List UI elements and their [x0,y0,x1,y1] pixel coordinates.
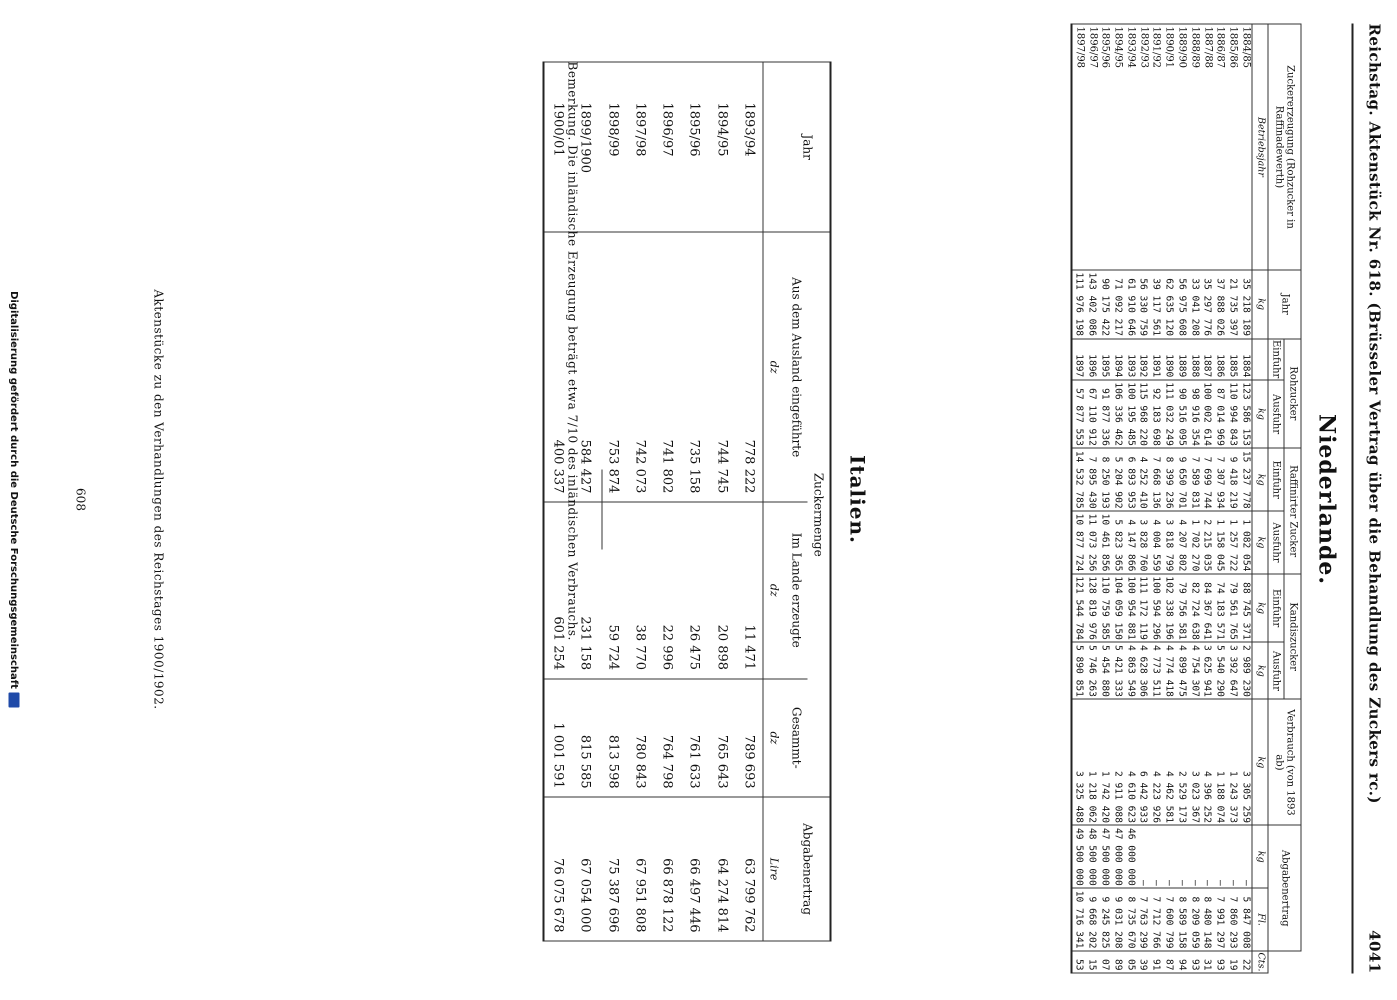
table-cell: 1 218 062 [1085,699,1098,825]
table-cell: 2 529 173 [1175,699,1188,825]
niederlande-row [1226,24,1239,973]
unit-cell: kg [1252,448,1268,511]
table-cell: 5 421 333 [1111,642,1124,699]
table-cell: 66 497 446 [681,797,708,941]
table-cell: 1893/94 [1124,24,1137,270]
table-cell: 1890/91 [1162,24,1175,270]
table-cell: 8 735 670 [1124,888,1137,951]
table-cell: 75 387 696 [599,797,626,941]
table-cell: 9 031 208 [1111,888,1124,951]
niederlande-row [1149,24,1162,973]
table-cell: 4 754 307 [1188,642,1201,699]
unit-cell: kg [1252,574,1268,643]
unit-cell: dz [763,679,785,798]
table-cell: 7 668 136 [1149,448,1162,511]
col-raff-ausfuhr: Ausfuhr [1268,511,1285,574]
col-kand-ausfuhr: Ausfuhr [1268,642,1285,699]
table-cell: 121 544 784 [1071,574,1085,643]
table-cell: 94 [1175,951,1188,973]
table-cell: 33 041 208 [1188,270,1201,339]
table-cell: 6 442 933 [1136,699,1149,825]
table-cell: 1891/92 [1149,24,1162,270]
col-abgabenertrag: Abgabenertrag [1268,825,1301,951]
col-raffinirter-zucker: Raffinirter Zucker [1285,448,1302,574]
table-cell: 4 004 559 [1149,511,1162,574]
table-cell: — [1213,825,1226,888]
table-cell: 4 207 802 [1175,511,1188,574]
table-cell: 90 516 095 [1175,380,1188,449]
table-cell: 4 628 306 [1136,642,1149,699]
table-cell: 1886 [1213,339,1226,380]
table-cell: 91 [1149,951,1162,973]
niederlande-table [1070,24,1301,974]
table-cell: 56 975 608 [1175,270,1188,339]
table-cell: 601 254 [543,502,571,679]
niederlande-row [1162,24,1175,973]
italien-row [599,62,626,941]
unit-cell [763,62,785,232]
table-cell: 3 325 488 [1071,699,1085,825]
italien-row [681,62,708,941]
table-cell: 5 454 880 [1098,642,1111,699]
table-cell: 111 172 119 [1136,574,1149,643]
table-cell: 5 204 902 [1111,448,1124,511]
unit-betriebsjahr: Betriebsjahr [1252,24,1268,270]
table-cell: 79 561 765 [1226,574,1239,643]
table-cell: 8 399 236 [1162,448,1175,511]
table-cell: 100 195 485 [1124,380,1137,449]
table-cell: 1 082 054 [1239,511,1252,574]
table-cell: 1894/95 [1111,24,1124,270]
niederlande-row [1175,24,1188,973]
col-zuckermenge: Zuckermenge [807,232,830,797]
table-cell: 9 418 219 [1226,448,1239,511]
italien-table [542,62,831,942]
section-title-italien: Italien. [845,455,870,544]
niederlande-row [1085,24,1098,973]
table-cell: 735 158 [681,232,708,502]
table-cell: 128 819 976 [1085,574,1098,643]
table-cell: 8 480 148 [1200,888,1213,951]
col-rohzucker: Rohzucker [1285,339,1302,449]
table-cell: 8 589 158 [1175,888,1188,951]
table-cell: 1 702 270 [1188,511,1201,574]
italien-row [735,62,763,941]
table-cell: 1900/01 [543,62,571,232]
table-cell: 744 745 [708,232,735,502]
table-cell: 4 396 252 [1200,699,1213,825]
col-raff-einfuhr: Einfuhr [1268,448,1285,511]
table-cell: 9 650 701 [1175,448,1188,511]
table-cell: 110 759 585 [1098,574,1111,643]
table-cell: 778 222 [735,232,763,502]
table-cell: 1884/85 [1239,24,1252,270]
table-cell: 4 899 475 [1175,642,1188,699]
table-cell: — [1200,825,1213,888]
table-cell: 5 847 008 [1239,888,1252,951]
table-cell: 780 843 [626,679,653,798]
table-cell: 11 073 256 [1085,511,1098,574]
table-cell: 5 540 290 [1213,642,1226,699]
digitization-note [8,0,20,1000]
table-cell: 1887/88 [1200,24,1213,270]
italien-row [626,62,653,941]
table-cell: 1896/97 [1085,24,1098,270]
table-cell: 39 117 561 [1149,270,1162,339]
table-cell: 7 307 934 [1213,448,1226,511]
header-rule [1352,24,1354,974]
table-cell: 1897/98 [1071,24,1085,270]
table-cell: 3 023 367 [1188,699,1201,825]
table-cell: 26 475 [681,502,708,679]
table-cell: 53 [1071,951,1085,973]
table-cell: 143 402 086 [1085,270,1098,339]
table-cell: 1892 [1136,339,1149,380]
header-title: Reichstag. Aktenstück Nr. 618. (Brüsseler Vertrag über die Behandlung des Zuckers rc.) [1365,23,1384,804]
col-gesammt: Gesammt- [785,679,807,798]
table-cell: 87 014 969 [1213,380,1226,449]
table-cell: 7 712 766 [1149,888,1162,951]
table-cell: 789 693 [735,679,763,798]
table-cell: 111 032 249 [1162,380,1175,449]
table-cell: 1 001 591 [543,679,571,798]
divider [602,470,603,550]
table-cell: 59 724 [599,502,626,679]
table-cell: 47 000 000 [1111,825,1124,888]
table-cell: 761 633 [681,679,708,798]
table-cell: 7 991 297 [1213,888,1226,951]
table-cell: — [1188,825,1201,888]
table-cell: 7 895 430 [1085,448,1098,511]
header-page-number: 4041 [1365,930,1384,974]
table-cell: 1899/1900 [571,62,598,232]
unit-cell: kg [1252,642,1268,699]
niederlande-row [1071,24,1085,973]
table-cell: 8 209 059 [1188,888,1201,951]
table-cell: 1888/89 [1188,24,1201,270]
table-cell: 88 745 371 [1239,574,1252,643]
table-cell: 1897/98 [626,62,653,232]
table-cell: 82 724 638 [1188,574,1201,643]
table-cell: 1893 [1124,339,1137,380]
table-cell: 90 175 422 [1098,270,1111,339]
table-cell: 31 [1200,951,1213,973]
table-cell: 753 874 [599,232,626,502]
table-cell: 3 305 259 [1239,699,1252,825]
table-cell: 61 910 646 [1124,270,1137,339]
table-cell: 7 589 831 [1188,448,1201,511]
table-cell: 38 770 [626,502,653,679]
table-cell: 5 823 365 [1111,511,1124,574]
table-cell: 815 585 [571,679,598,798]
table-cell: 9 668 202 [1085,888,1098,951]
table-cell: 46 000 000 [1124,825,1137,888]
table-cell: 48 500 000 [1085,825,1098,888]
table-cell: — [1162,825,1175,888]
table-cell: 1 257 722 [1226,511,1239,574]
table-cell: 93 [1213,951,1226,973]
table-cell: 93 [1188,951,1201,973]
table-cell: 123 586 153 [1239,380,1252,449]
table-cell: 37 888 026 [1213,270,1226,339]
remark: Bemerkung. Die inländische Erzeugung beträgt etwa 7/10 des inländischen Verbrauchs. [565,61,580,641]
table-cell: 67 110 912 [1085,380,1098,449]
footer-page-number: 608 [73,488,88,511]
col-roh-einfuhr: Einfuhr [1268,339,1285,380]
col-kandiszucker: Kandiszucker [1285,574,1302,700]
table-cell: 7 699 744 [1200,448,1213,511]
table-cell: 400 337 [543,232,571,502]
table-cell: 1885/86 [1226,24,1239,270]
unit-cell: Cts. [1252,951,1268,973]
unit-cell: dz [763,502,785,679]
table-cell: 10 461 856 [1098,511,1111,574]
unit-cell: kg [1252,825,1268,888]
table-cell: 1895/96 [1098,24,1111,270]
table-cell: 4 223 926 [1149,699,1162,825]
niederlande-row [1239,24,1252,973]
table-cell: 1896 [1085,339,1098,380]
italien-row [708,62,735,941]
niederlande-table-body [1071,24,1252,973]
table-cell: 84 367 641 [1200,574,1213,643]
niederlande-row [1188,24,1201,973]
table-cell: 66 878 122 [653,797,680,941]
table-cell: 1895 [1098,339,1111,380]
table-cell: 1887 [1200,339,1213,380]
table-cell: 91 877 336 [1098,380,1111,449]
table-cell: 2 989 230 [1239,642,1252,699]
table-cell: 6 893 953 [1124,448,1137,511]
table-cell: 100 002 614 [1200,380,1213,449]
table-cell: 2 911 088 [1111,699,1124,825]
table-cell: 67 951 808 [626,797,653,941]
col-roh-ausfuhr: Ausfuhr [1268,380,1285,449]
unit-cell: Lire [763,797,785,941]
table-cell: 56 330 759 [1136,270,1149,339]
table-cell: 10 716 341 [1071,888,1085,951]
unit-cell: Fl. [1252,888,1268,951]
document-page [1,0,1397,1000]
table-cell: 05 [1124,951,1137,973]
unit-cell: kg [1252,511,1268,574]
table-cell: 115 968 220 [1136,380,1149,449]
table-cell: 1894/95 [708,62,735,232]
table-cell: 1898/99 [599,62,626,232]
col-zuckererzeugung: Zuckererzeugung (Rohzucker in Raffinadewerth) [1268,24,1301,270]
niederlande-row [1136,24,1149,973]
niederlande-row [1213,24,1226,973]
table-cell: 47 500 000 [1098,825,1111,888]
table-cell: 3 818 799 [1162,511,1175,574]
table-cell: 63 799 762 [735,797,763,941]
footer-source: Aktenstücke zu den Verhandlungen des Reichstages 1900/1902. [151,289,166,710]
table-cell: 1896/97 [653,62,680,232]
table-cell: 104 059 150 [1111,574,1124,643]
table-cell: 1886/87 [1213,24,1226,270]
table-cell: 98 916 354 [1188,380,1201,449]
table-cell: 74 183 571 [1213,574,1226,643]
table-cell: 1884 [1239,339,1252,380]
table-cell: 7 763 299 [1136,888,1149,951]
table-cell: 3 828 760 [1136,511,1149,574]
table-cell: 764 798 [653,679,680,798]
unit-cell: kg [1252,270,1268,339]
table-cell: 5 890 851 [1071,642,1085,699]
table-cell: 1890 [1162,339,1175,380]
table-cell: 110 994 843 [1226,380,1239,449]
table-cell: 813 598 [599,679,626,798]
table-cell: 3 625 941 [1200,642,1213,699]
col-jahr: Jahr [1268,270,1301,339]
table-cell: 9 245 825 [1098,888,1111,951]
table-cell: 15 [1085,951,1098,973]
table-cell: 62 635 120 [1162,270,1175,339]
table-cell: 4 773 511 [1149,642,1162,699]
table-cell: 1 742 420 [1098,699,1111,825]
table-cell: 71 092 217 [1111,270,1124,339]
col-verbrauch: Verbrauch (von 1893 ab) [1268,699,1301,825]
table-cell: 1891 [1149,339,1162,380]
table-cell: 4 462 581 [1162,699,1175,825]
table-cell: — [1149,825,1162,888]
niederlande-row [1111,24,1124,973]
section-title-niederlande: Niederlande. [1313,413,1340,586]
table-cell: 4 147 866 [1124,511,1137,574]
niederlande-row [1200,24,1213,973]
table-cell: 1889/90 [1175,24,1188,270]
table-cell: 19 [1226,951,1239,973]
table-cell: 1 243 373 [1226,699,1239,825]
table-cell: 35 297 776 [1200,270,1213,339]
table-cell: 584 427 [571,232,598,502]
table-cell: 14 532 785 [1071,448,1085,511]
table-cell: 49 500 000 [1071,825,1085,888]
table-cell: 76 075 678 [543,797,571,941]
table-cell: 1 158 045 [1213,511,1226,574]
table-cell: 8 250 193 [1098,448,1111,511]
col-jahr: Jahr [785,62,831,232]
table-cell: 7 600 799 [1162,888,1175,951]
table-cell: — [1239,825,1252,888]
niederlande-row [1098,24,1111,973]
table-cell: 106 336 462 [1111,380,1124,449]
table-cell: 231 158 [571,502,598,679]
unit-cell: dz [763,232,785,502]
table-cell: 765 643 [708,679,735,798]
col-abgabenertrag: Abgabenertrag [785,797,831,941]
col-inland: Im Lande erzeugte [785,502,807,679]
unit-cell: kg [1252,699,1268,825]
table-cell: 4 863 549 [1124,642,1137,699]
table-cell: 92 183 698 [1149,380,1162,449]
table-cell: 111 976 198 [1071,270,1085,339]
table-cell: 15 237 778 [1239,448,1252,511]
table-cell: 20 898 [708,502,735,679]
table-cell: 07 [1098,951,1111,973]
dfg-logo-icon [9,693,20,708]
table-cell: 67 054 000 [571,797,598,941]
table-cell: — [1175,825,1188,888]
table-cell: — [1226,825,1239,888]
table-cell: 100 594 296 [1149,574,1162,643]
col-kand-einfuhr: Einfuhr [1268,574,1285,643]
table-cell: 741 802 [653,232,680,502]
table-cell: 10 877 724 [1071,511,1085,574]
unit-cell [1252,339,1268,380]
table-cell: 79 756 581 [1175,574,1188,643]
table-cell: 35 218 189 [1239,270,1252,339]
table-cell: 89 [1111,951,1124,973]
table-cell: 1895/96 [681,62,708,232]
table-cell: 22 996 [653,502,680,679]
table-cell: 21 735 397 [1226,270,1239,339]
table-cell: 100 954 881 [1124,574,1137,643]
table-cell: 22 [1239,951,1252,973]
italien-row [653,62,680,941]
table-cell: 87 [1162,951,1175,973]
table-cell: 5 746 263 [1085,642,1098,699]
table-cell: 3 392 647 [1226,642,1239,699]
digitization-text: Digitalisierung gefördert durch die Deutsche Forschungsgemeinschaft [8,291,19,689]
table-cell: 11 471 [735,502,763,679]
table-cell: 1893/94 [735,62,763,232]
unit-cell: kg [1252,380,1268,449]
table-cell: 64 274 814 [708,797,735,941]
table-cell: 102 338 196 [1162,574,1175,643]
table-cell: 1897 [1071,339,1085,380]
table-cell: 4 610 623 [1124,699,1137,825]
table-cell: 1894 [1111,339,1124,380]
running-header [1358,24,1390,974]
table-cell: 1892/93 [1136,24,1149,270]
col-ausland: Aus dem Ausland eingeführte [785,232,807,502]
niederlande-row [1124,24,1137,973]
table-cell: 2 215 035 [1200,511,1213,574]
table-cell: 1889 [1175,339,1188,380]
table-cell: 1 188 074 [1213,699,1226,825]
table-cell: 4 774 418 [1162,642,1175,699]
table-cell: 57 877 553 [1071,380,1085,449]
table-cell: 7 860 293 [1226,888,1239,951]
table-cell: 39 [1136,951,1149,973]
table-cell: 742 073 [626,232,653,502]
table-cell: 1888 [1188,339,1201,380]
table-cell: 1885 [1226,339,1239,380]
table-cell: — [1136,825,1149,888]
table-cell: 4 252 410 [1136,448,1149,511]
